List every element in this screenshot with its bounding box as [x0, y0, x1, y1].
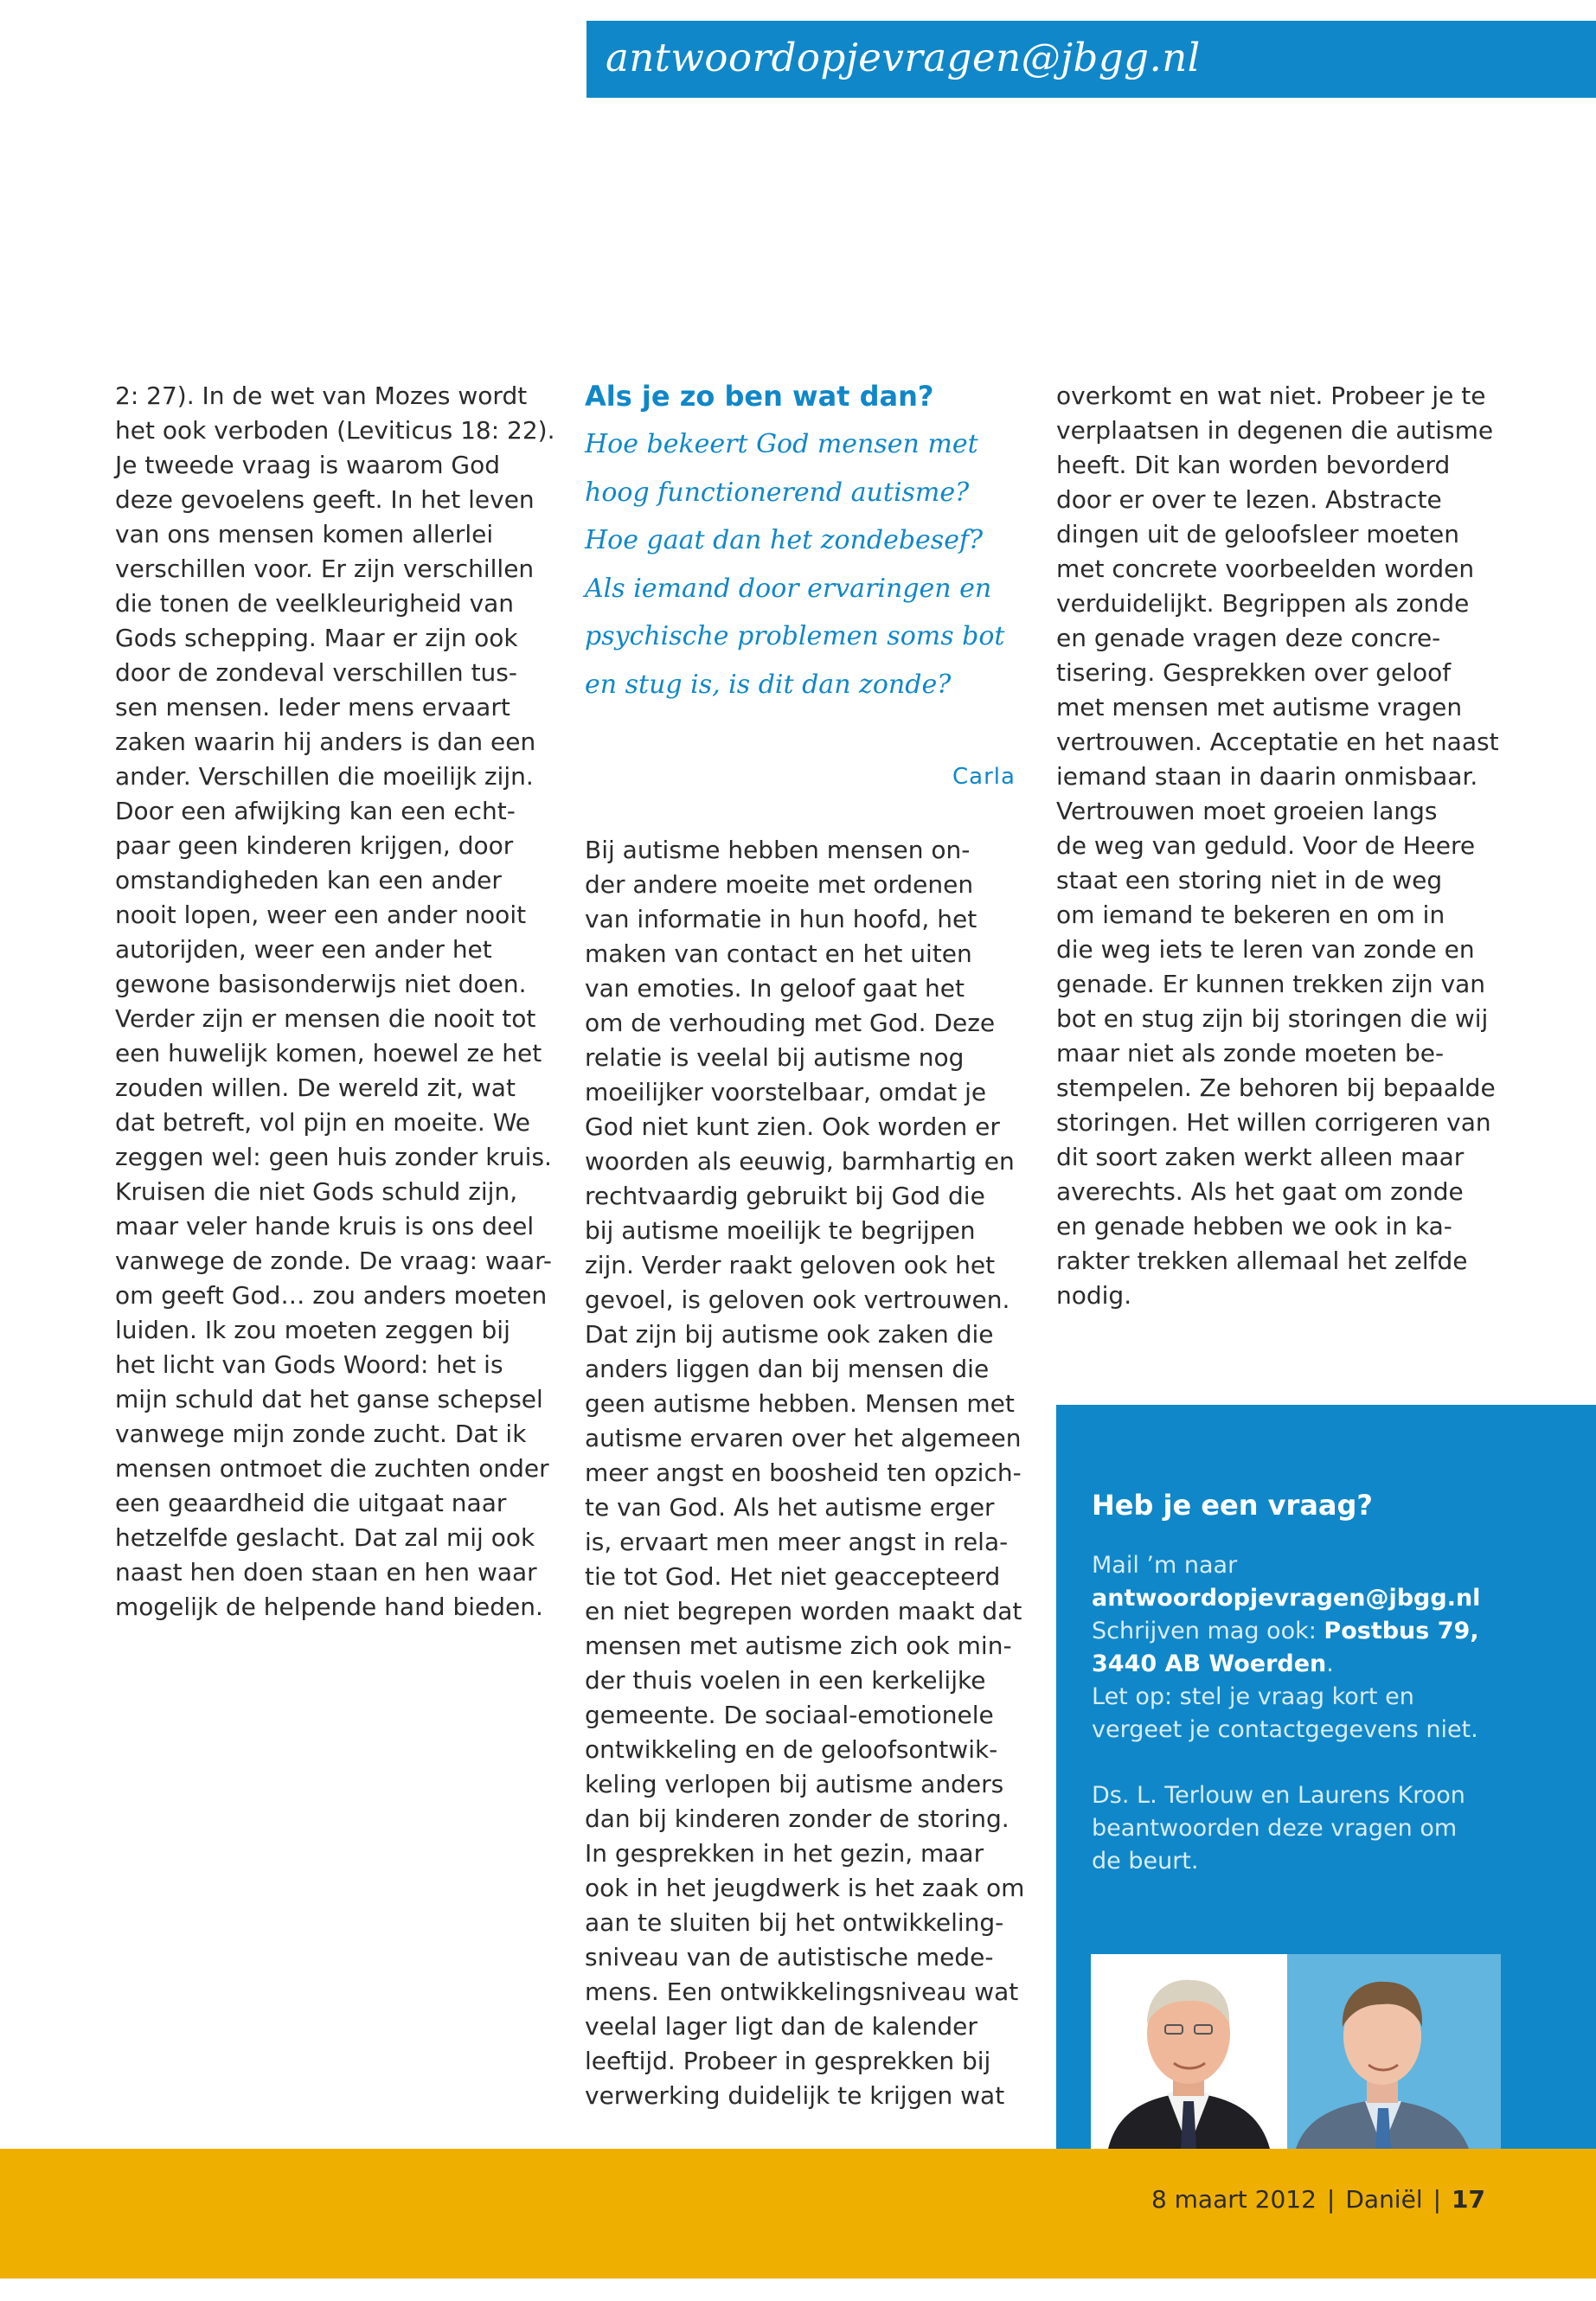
question-text-line: hoog functionerend autisme? — [585, 477, 970, 508]
body-text-line: hetzelfde geslacht. Dat zal mij ook — [115, 1523, 535, 1552]
body-text-line: gewone basisonderwijs niet doen. — [115, 970, 527, 998]
body-text-line: de weg van geduld. Voor de Heere — [1056, 831, 1476, 860]
body-text-line: van ons mensen komen allerlei — [115, 520, 494, 548]
question-author: Carla — [952, 764, 1016, 790]
body-text-line: van informatie in hun hoofd, het — [585, 905, 977, 933]
body-text-line: het ook verboden (Leviticus 18: 22). — [115, 416, 555, 445]
header-bar — [586, 21, 1596, 98]
body-text-line: iemand staan in daarin onmisbaar. — [1056, 762, 1478, 791]
body-text-line: van emoties. In geloof gaat het — [585, 974, 965, 1003]
question-text-line: Hoe bekeert God mensen met — [585, 429, 978, 459]
body-text-line: Bij autisme hebben mensen on- — [585, 836, 971, 864]
body-text-line: verwerking duidelijk te krijgen wat — [585, 2081, 1005, 2110]
info-mail-line — [1092, 1585, 1480, 1612]
body-text-line: Je tweede vraag is waarom God — [115, 451, 500, 479]
body-text-line: verschillen voor. Er zijn verschillen — [115, 554, 535, 583]
body-text-line: autorijden, weer een ander het — [115, 935, 492, 964]
body-text-line: Door een afwijking kan een echt- — [115, 797, 516, 825]
body-text-line: maar niet als zonde moeten be- — [1056, 1039, 1445, 1067]
body-text-line: God niet kunt zien. Ook worden er — [585, 1112, 1000, 1141]
footer-separator: | — [1433, 2185, 1442, 2214]
info-city-line — [1092, 1650, 1334, 1677]
body-text-line: dit soort zaken werkt alleen maar — [1056, 1143, 1465, 1171]
author-photo-kroon — [1287, 1954, 1501, 2149]
body-text-line: genade. Er kunnen trekken zijn van — [1056, 970, 1486, 998]
body-text-line: die weg iets te leren van zonde en — [1056, 935, 1475, 964]
body-text-line: relatie is veelal bij autisme nog — [585, 1043, 965, 1072]
body-text-line: met concrete voorbeelden worden — [1056, 554, 1475, 583]
body-text-line: zaken waarin hij anders is dan een — [115, 727, 536, 756]
body-text-line: Dat zijn bij autisme ook zaken die — [585, 1320, 994, 1349]
body-text-line: 2: 27). In de wet van Mozes wordt — [115, 381, 528, 410]
question-text-line: Als iemand door ervaringen en — [585, 573, 992, 604]
body-text-line: leeftijd. Probeer in gesprekken bij — [585, 2047, 991, 2075]
portrait-man-left-icon — [1091, 1954, 1287, 2149]
body-text-line: deze gevoelens geeft. In het leven — [115, 485, 535, 514]
body-text-line: een geaardheid die uitgaat naar — [115, 1489, 507, 1517]
body-text-line: ontwikkeling en de geloofsontwik- — [585, 1735, 998, 1764]
body-text-line: ook in het jeugdwerk is het zaak om — [585, 1874, 1025, 1902]
body-text-line: geen autisme hebben. Mensen met — [585, 1389, 1015, 1418]
info-city-suffix: . — [1326, 1650, 1334, 1677]
body-text-line: rechtvaardig gebruikt bij God die — [585, 1182, 985, 1210]
body-text-line: gevoel, is geloven ook vertrouwen. — [585, 1285, 1010, 1314]
body-text-line: te van God. Als het autisme erger — [585, 1493, 995, 1522]
body-text-line: maar veler hande kruis is ons deel — [115, 1212, 535, 1240]
info-note-line-2: vergeet je contactgegevens niet. — [1092, 1716, 1478, 1743]
body-text-line: gemeente. De sociaal-emotionele — [585, 1701, 994, 1729]
footer-info — [1151, 2185, 1485, 2214]
body-text-line: maken van contact en het uiten — [585, 939, 972, 968]
body-text-line: der thuis voelen in een kerkelijke — [585, 1666, 986, 1695]
body-text-line: om de verhouding met God. Deze — [585, 1009, 996, 1037]
answer-column-2 — [585, 833, 1024, 2113]
body-text-line: bot en stug zijn bij storingen die wij — [1056, 1004, 1489, 1033]
portrait-man-right-icon — [1287, 1954, 1501, 2149]
body-text-line: vanwege de zonde. De vraag: waar- — [115, 1247, 553, 1275]
body-text-line: is, ervaart men meer angst in rela- — [585, 1528, 1009, 1556]
info-city: 3440 AB Woerden — [1092, 1650, 1327, 1677]
info-authors-line-3: de beurt. — [1092, 1848, 1199, 1875]
body-text-line: naast hen doen staan en hen waar — [115, 1558, 537, 1586]
body-text-line: nodig. — [1056, 1281, 1132, 1310]
body-text-line: het licht van Gods Woord: het is — [115, 1350, 503, 1379]
question-text-line: en stug is, is dit dan zonde? — [585, 669, 952, 700]
body-text-line: zeggen wel: geen huis zonder kruis. — [115, 1143, 552, 1171]
body-text-line: nooit lopen, weer een ander nooit — [115, 901, 527, 929]
author-photos — [1091, 1954, 1501, 2149]
info-mail-address[interactable]: antwoordopjevragen@jbgg.nl — [1092, 1585, 1481, 1612]
body-text-line: veelal lager ligt dan de kalender — [585, 2012, 977, 2041]
body-text-line: paar geen kinderen krijgen, door — [115, 831, 514, 860]
footer-bar — [0, 2149, 1596, 2279]
body-text-line: door er over te lezen. Abstracte — [1056, 485, 1442, 514]
body-text-line: met mensen met autisme vragen — [1056, 693, 1463, 721]
body-text-line: dingen uit de geloofsleer moeten — [1056, 520, 1459, 548]
body-text-line: mensen ontmoet die zuchten onder — [115, 1454, 549, 1483]
body-text-line: een huwelijk komen, hoewel ze het — [115, 1039, 542, 1067]
body-text-line: Vertrouwen moet groeien langs — [1056, 797, 1438, 825]
footer-magazine: Daniël — [1345, 2185, 1423, 2214]
body-text-line: die tonen de veelkleurigheid van — [115, 589, 515, 618]
body-text-line: zijn. Verder raakt geloven ook het — [585, 1251, 996, 1279]
info-write-prefix: Schrijven mag ook: — [1092, 1618, 1324, 1644]
body-text-line: bij autisme moeilijk te begrijpen — [585, 1216, 976, 1245]
body-text-line: mensen met autisme zich ook min- — [585, 1631, 1012, 1660]
body-text-line: der andere moeite met ordenen — [585, 870, 974, 899]
body-text-line: luiden. Ik zou moeten zeggen bij — [115, 1316, 510, 1344]
question-text — [585, 420, 1017, 708]
body-text-line: autisme ervaren over het algemeen — [585, 1424, 1022, 1452]
body-text-line: overkomt en wat niet. Probeer je te — [1056, 381, 1486, 410]
info-note-line-1: Let op: stel je vraag kort en — [1092, 1683, 1414, 1710]
body-text-line: sniveau van de autistische mede- — [585, 1943, 994, 1971]
body-text-line: zouden willen. De wereld zit, wat — [115, 1074, 516, 1102]
body-text-line: mens. Een ontwikkelingsniveau wat — [585, 1977, 1019, 2006]
info-authors-line-2: beantwoorden deze vragen om — [1092, 1815, 1458, 1842]
answer-column-3 — [1056, 379, 1499, 1313]
body-text-line: om iemand te bekeren en om in — [1056, 901, 1445, 929]
body-text-line: mogelijk de helpende hand bieden. — [115, 1593, 543, 1621]
body-text-line: ander. Verschillen die moeilijk zijn. — [115, 762, 534, 791]
info-postbus: Postbus 79, — [1324, 1618, 1479, 1644]
body-text-line: mijn schuld dat het ganse schepsel — [115, 1385, 543, 1413]
body-text-line: rakter trekken allemaal het zelfde — [1056, 1247, 1468, 1275]
body-text-line: Kruisen die niet Gods schuld zijn, — [115, 1177, 518, 1206]
info-authors-line-1: Ds. L. Terlouw en Laurens Kroon — [1092, 1782, 1465, 1809]
body-text-line: averechts. Als het gaat om zonde — [1056, 1177, 1464, 1206]
body-text-line: staat een storing niet in de weg — [1056, 866, 1443, 894]
body-text-line: Verder zijn er mensen die nooit tot — [115, 1004, 536, 1033]
header-email[interactable]: antwoordopjevragen@jbgg.nl — [606, 35, 1201, 80]
body-text-line: anders liggen dan bij mensen die — [585, 1355, 990, 1383]
info-title: Heb je een vraag? — [1092, 1489, 1373, 1522]
question-heading: Als je zo ben wat dan? — [585, 380, 934, 413]
body-text-line: en niet begrepen worden maakt dat — [585, 1597, 1022, 1625]
body-text-line: sen mensen. Ieder mens ervaart — [115, 693, 510, 721]
body-text-line: storingen. Het willen corrigeren van — [1056, 1108, 1491, 1137]
body-text-line: In gesprekken in het gezin, maar — [585, 1839, 984, 1868]
body-text-line: moeilijker voorstelbaar, omdat je — [585, 1078, 987, 1106]
body-text-line: vertrouwen. Acceptatie en het naast — [1056, 727, 1499, 756]
answer-column-1 — [115, 379, 555, 1625]
footer-separator: | — [1326, 2185, 1336, 2214]
body-text-line: om geeft God… zou anders moeten — [115, 1281, 548, 1310]
body-text-line: tie tot God. Het niet geaccepteerd — [585, 1562, 1001, 1591]
author-photo-terlouw — [1091, 1954, 1287, 2149]
body-text-line: en genade vragen deze concre- — [1056, 624, 1441, 652]
footer-page-number: 17 — [1452, 2185, 1485, 2214]
body-text-line: dat betreft, vol pijn en moeite. We — [115, 1108, 530, 1137]
info-box — [1056, 1405, 1596, 2149]
body-text-line: meer angst en boosheid ten opzich- — [585, 1458, 1022, 1487]
body-text-line: door de zondeval verschillen tus- — [115, 658, 517, 687]
info-mail-prefix: Mail ’m naar — [1092, 1552, 1238, 1579]
body-text-line: omstandigheden kan een ander — [115, 866, 502, 894]
body-text-line: verplaatsen in degenen die autisme — [1056, 416, 1494, 445]
body-text-line: keling verlopen bij autisme anders — [585, 1770, 1004, 1798]
question-text-line: psychische problemen soms bot — [585, 621, 1005, 651]
info-write-line — [1092, 1618, 1479, 1644]
body-text-line: woorden als eeuwig, barmhartig en — [585, 1147, 1015, 1176]
body-text-line: tisering. Gesprekken over geloof — [1056, 658, 1452, 687]
body-text-line: heeft. Dit kan worden bevorderd — [1056, 451, 1451, 479]
body-text-line: verduidelijkt. Begrippen als zonde — [1056, 589, 1470, 618]
footer-date: 8 maart 2012 — [1151, 2185, 1317, 2214]
question-text-line: Hoe gaat dan het zondebesef? — [585, 525, 984, 555]
body-text-line: stempelen. Ze behoren bij bepaalde — [1056, 1074, 1496, 1102]
body-text-line: dan bij kinderen zonder de storing. — [585, 1804, 1010, 1833]
body-text-line: aan te sluiten bij het ontwikkeling- — [585, 1908, 1004, 1937]
body-text-line: vanwege mijn zonde zucht. Dat ik — [115, 1420, 527, 1448]
body-text-line: Gods schepping. Maar er zijn ook — [115, 624, 518, 652]
body-text-line: en genade hebben we ook in ka- — [1056, 1212, 1452, 1240]
